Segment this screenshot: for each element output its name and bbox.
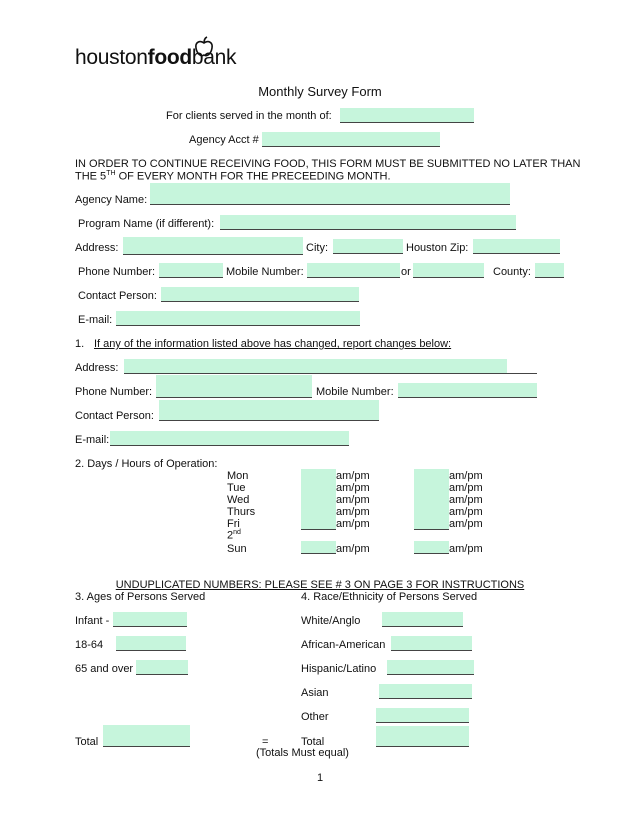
changed-address-label: Address: [75, 362, 119, 374]
wed-close-ampm: am/pm [449, 494, 483, 506]
sun-close-field[interactable] [414, 541, 449, 554]
asian-field[interactable] [379, 684, 472, 699]
form-title: Monthly Survey Form [258, 84, 382, 99]
address-field[interactable] [123, 237, 303, 255]
changed-address-line [507, 359, 537, 374]
section-1-heading: If any of the information listed above has changed, report changes below: [94, 338, 452, 350]
mon-open-ampm: am/pm [336, 470, 370, 482]
infant-field[interactable] [113, 612, 187, 627]
changed-contact-field[interactable] [159, 400, 379, 421]
over-65-label: 65 and over [75, 663, 134, 675]
email-field[interactable] [116, 311, 360, 326]
notice-line-2: THE 5TH OF EVERY MONTH FOR THE PRECEEDING MONTH. [75, 170, 391, 183]
white-label: White/Anglo [301, 615, 361, 627]
county-label: County: [493, 266, 531, 278]
month-label: For clients served in the month of: [166, 110, 332, 122]
section-2-heading: 2. Days / Hours of Operation: [75, 458, 218, 470]
day-2nd: 2nd [227, 529, 241, 542]
city-field[interactable] [333, 239, 403, 254]
day-thurs: Thurs [227, 506, 256, 518]
ages-total-label: Total [75, 736, 99, 748]
tue-close-ampm: am/pm [449, 482, 483, 494]
sun-open-ampm: am/pm [336, 543, 370, 555]
fri-close-field[interactable] [414, 517, 449, 530]
apple-icon [193, 36, 215, 58]
city-label: City: [306, 242, 328, 254]
email-label: E-mail: [78, 314, 113, 326]
county-field[interactable] [535, 263, 564, 278]
changed-mobile-field[interactable] [398, 383, 537, 398]
over-65-field[interactable] [136, 660, 188, 675]
changed-contact-label: Contact Person: [75, 410, 154, 422]
ages-total-field[interactable] [103, 725, 190, 747]
age-18-64-label: 18-64 [75, 639, 104, 651]
white-field[interactable] [382, 612, 463, 627]
changed-phone-label: Phone Number: [75, 386, 153, 398]
changed-mobile-label: Mobile Number: [316, 386, 394, 398]
agency-acct-field[interactable] [262, 132, 440, 147]
zip-field[interactable] [473, 239, 560, 254]
sun-open-field[interactable] [301, 541, 336, 554]
wed-open-ampm: am/pm [336, 494, 370, 506]
sun-close-ampm: am/pm [449, 543, 483, 555]
contact-field[interactable] [161, 287, 359, 302]
mobile-alt-field[interactable] [413, 263, 484, 278]
notice-line-1: IN ORDER TO CONTINUE RECEIVING FOOD, THIS FORM MUST BE SUBMITTED NO LATER THAN [75, 158, 581, 170]
changed-email-field[interactable] [110, 431, 349, 446]
african-american-label: African-American [301, 639, 386, 651]
other-field[interactable] [376, 708, 469, 723]
phone-field[interactable] [159, 263, 223, 278]
race-total-label: Total [301, 736, 325, 748]
page-number: 1 [316, 772, 324, 784]
address-label: Address: [75, 242, 119, 254]
program-name-field[interactable] [220, 215, 516, 230]
thurs-close-ampm: am/pm [449, 506, 483, 518]
equals-sign: = [262, 736, 269, 748]
changed-address-field[interactable] [124, 359, 507, 374]
or-label: or [401, 266, 411, 278]
section-3-heading: 3. Ages of Persons Served [75, 591, 206, 603]
changed-phone-field[interactable] [156, 375, 312, 398]
agency-acct-label: Agency Acct # [189, 134, 259, 146]
houston-food-bank-logo: houstonfoodbank [75, 46, 237, 69]
phone-label: Phone Number: [78, 266, 156, 278]
other-label: Other [301, 711, 329, 723]
fri-open-ampm: am/pm [336, 518, 370, 530]
unduplicated-heading: UNDUPLICATED NUMBERS: PLEASE SEE # 3 ON PAGE 3 FOR INSTRUCTIONS [115, 579, 525, 591]
race-total-field[interactable] [376, 726, 469, 747]
day-wed: Wed [227, 494, 250, 506]
mobile-field[interactable] [307, 263, 400, 278]
day-mon: Mon [227, 470, 249, 482]
tue-open-ampm: am/pm [336, 482, 370, 494]
mobile-label: Mobile Number: [226, 266, 304, 278]
day-tue: Tue [227, 482, 246, 494]
infant-label: Infant - [75, 615, 110, 627]
hispanic-field[interactable] [387, 660, 474, 675]
hispanic-label: Hispanic/Latino [301, 663, 377, 675]
thurs-open-ampm: am/pm [336, 506, 370, 518]
fri-open-field[interactable] [301, 517, 336, 530]
contact-label: Contact Person: [78, 290, 157, 302]
section-1-number: 1. [75, 338, 85, 350]
houston-zip-label: Houston Zip: [406, 242, 469, 254]
program-name-label: Program Name (if different): [78, 218, 215, 230]
african-american-field[interactable] [391, 636, 472, 651]
totals-note: (Totals Must equal) [256, 747, 349, 759]
age-18-64-field[interactable] [116, 636, 186, 651]
changed-email-label: E-mail: [75, 434, 110, 446]
agency-name-field[interactable] [150, 183, 510, 205]
day-sun: Sun [227, 543, 247, 555]
asian-label: Asian [301, 687, 329, 699]
month-field[interactable] [340, 108, 474, 123]
mon-close-ampm: am/pm [449, 470, 483, 482]
agency-name-label: Agency Name: [75, 194, 148, 206]
day-fri: Fri [227, 518, 240, 530]
section-4-heading: 4. Race/Ethnicity of Persons Served [301, 591, 478, 603]
fri-close-ampm: am/pm [449, 518, 483, 530]
